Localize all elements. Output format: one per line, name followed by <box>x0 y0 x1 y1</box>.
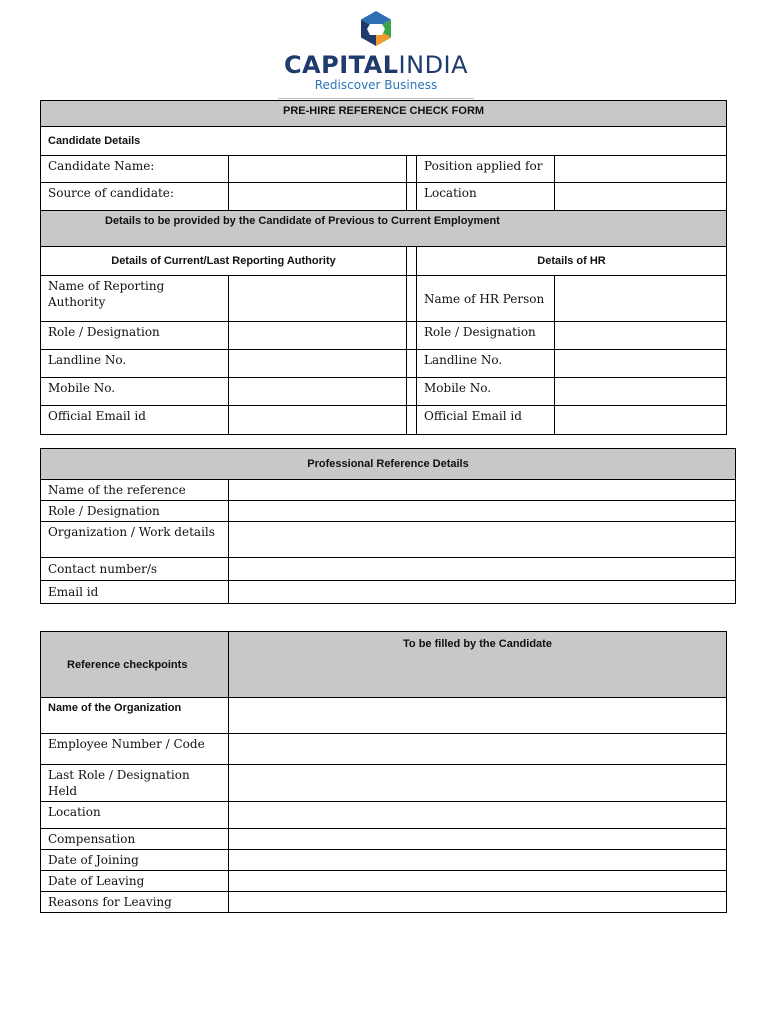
location-label: Location <box>417 183 555 211</box>
candidate-name-field[interactable] <box>229 156 407 183</box>
location-field[interactable] <box>555 183 727 211</box>
checkpoints-heading: Reference checkpoints <box>41 632 229 698</box>
candidate-details-table <box>40 100 727 435</box>
column-gap <box>407 406 417 435</box>
hr-email-label: Official Email id <box>417 406 555 435</box>
hr-name-field[interactable] <box>555 276 727 322</box>
professional-heading: Professional Reference Details <box>41 449 736 480</box>
reporting-authority-heading: Details of Current/Last Reporting Authority <box>41 247 407 276</box>
candidate-fill-heading: To be filled by the Candidate <box>229 632 727 698</box>
reference-role-label: Role / Designation <box>41 501 229 522</box>
form-title: PRE-HIRE REFERENCE CHECK FORM <box>41 101 727 127</box>
reference-contact-field[interactable] <box>229 558 736 581</box>
last-role-label: Last Role / Designation Held <box>41 765 229 802</box>
company-logo <box>278 10 474 100</box>
employee-number-field[interactable] <box>229 734 727 765</box>
employment-heading: Details to be provided by the Candidate of Previous to Current Employment <box>41 211 727 247</box>
column-gap <box>407 350 417 378</box>
candidate-details-heading: Candidate Details <box>41 127 727 156</box>
reporting-name-label: Name of Reporting Authority <box>41 276 229 322</box>
reporting-email-field[interactable] <box>229 406 407 435</box>
date-of-leaving-field[interactable] <box>229 871 727 892</box>
reporting-role-field[interactable] <box>229 322 407 350</box>
reporting-role-label: Role / Designation <box>41 322 229 350</box>
reference-name-field[interactable] <box>229 480 736 501</box>
candidate-name-label: Candidate Name: <box>41 156 229 183</box>
date-of-joining-field[interactable] <box>229 850 727 871</box>
reference-role-field[interactable] <box>229 501 736 522</box>
position-field[interactable] <box>555 156 727 183</box>
source-label: Source of candidate: <box>41 183 229 211</box>
reporting-mobile-field[interactable] <box>229 378 407 406</box>
reporting-name-field[interactable] <box>229 276 407 322</box>
column-gap <box>407 276 417 322</box>
employee-number-label: Employee Number / Code <box>41 734 229 765</box>
column-gap <box>407 156 417 183</box>
hr-mobile-label: Mobile No. <box>417 378 555 406</box>
checkpoint-location-label: Location <box>41 802 229 829</box>
reference-name-label: Name of the reference <box>41 480 229 501</box>
position-label: Position applied for <box>417 156 555 183</box>
hr-heading: Details of HR <box>417 247 727 276</box>
reference-organization-field[interactable] <box>229 522 736 558</box>
column-gap <box>407 183 417 211</box>
column-gap <box>407 247 417 276</box>
reporting-landline-field[interactable] <box>229 350 407 378</box>
hr-landline-field[interactable] <box>555 350 727 378</box>
reference-email-field[interactable] <box>229 581 736 604</box>
hr-role-label: Role / Designation <box>417 322 555 350</box>
organization-name-field[interactable] <box>229 698 727 734</box>
compensation-label: Compensation <box>41 829 229 850</box>
hr-role-field[interactable] <box>555 322 727 350</box>
reference-organization-label: Organization / Work details <box>41 522 229 558</box>
reporting-mobile-label: Mobile No. <box>41 378 229 406</box>
hr-email-field[interactable] <box>555 406 727 435</box>
hexagon-logo-icon <box>359 10 393 48</box>
professional-reference-table <box>40 448 736 604</box>
reporting-email-label: Official Email id <box>41 406 229 435</box>
column-gap <box>407 322 417 350</box>
compensation-field[interactable] <box>229 829 727 850</box>
hr-landline-label: Landline No. <box>417 350 555 378</box>
organization-name-label: Name of the Organization <box>41 698 229 734</box>
last-role-field[interactable] <box>229 765 727 802</box>
column-gap <box>407 378 417 406</box>
hr-mobile-field[interactable] <box>555 378 727 406</box>
reference-contact-label: Contact number/s <box>41 558 229 581</box>
date-of-joining-label: Date of Joining <box>41 850 229 871</box>
reporting-landline-label: Landline No. <box>41 350 229 378</box>
checkpoint-location-field[interactable] <box>229 802 727 829</box>
logo-divider <box>278 98 474 99</box>
reasons-for-leaving-field[interactable] <box>229 892 727 913</box>
reference-email-label: Email id <box>41 581 229 604</box>
reference-checkpoints-table <box>40 631 727 913</box>
reasons-for-leaving-label: Reasons for Leaving <box>41 892 229 913</box>
brand-name: CAPITALINDIA <box>283 51 469 79</box>
hr-name-label: Name of HR Person <box>417 276 555 322</box>
date-of-leaving-label: Date of Leaving <box>41 871 229 892</box>
source-field[interactable] <box>229 183 407 211</box>
brand-tagline: Rediscover Business <box>314 78 438 92</box>
